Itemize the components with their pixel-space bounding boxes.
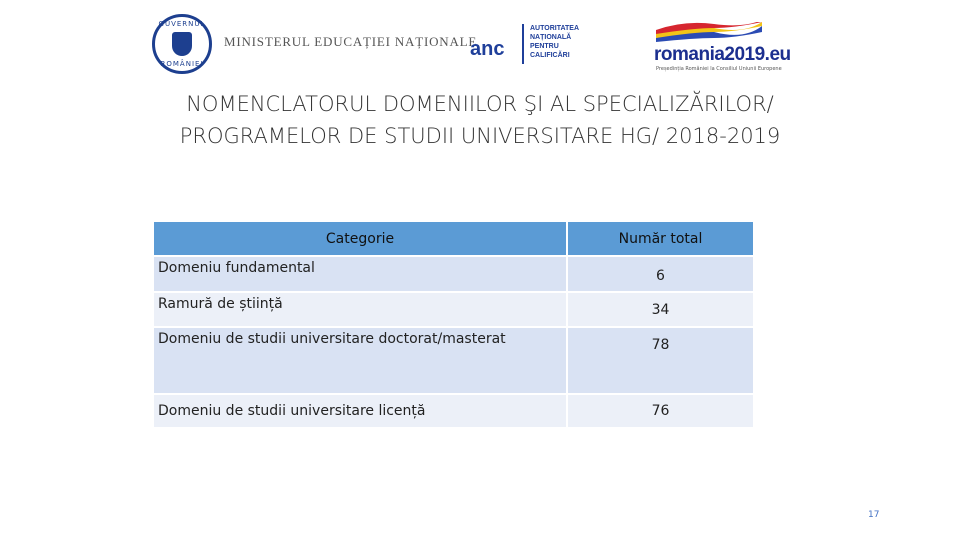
anc-text — [530, 24, 579, 60]
ministry-name: MINISTERUL EDUCAȚIEI NAȚIONALE — [224, 34, 478, 49]
row-value: 6 — [567, 256, 753, 292]
anc-line: CALIFICĂRI — [530, 52, 570, 59]
page-number: 17 — [868, 510, 880, 520]
title-line-1: NOMENCLATORUL DOMENIILOR ŞI AL SPECIALIZĂRILOR/ — [186, 92, 774, 116]
column-header-category: Categorie — [154, 222, 567, 256]
page-title — [100, 88, 860, 152]
seal-top-text: GUVERNUL — [158, 20, 206, 28]
column-header-total: Număr total — [567, 222, 753, 256]
table-row — [154, 292, 753, 327]
romania2019-logo — [648, 18, 791, 74]
row-label: Domeniu de studii universitare doctorat/masterat — [154, 327, 567, 394]
anc-line: NAȚIONALĂ — [530, 34, 572, 41]
anc-line: PENTRU — [530, 43, 559, 50]
romania2019-brand-text: romania2019.eu — [654, 44, 791, 65]
coat-of-arms-icon — [172, 32, 192, 56]
row-label: Domeniu fundamental — [154, 256, 567, 292]
row-label: Ramură de știință — [154, 292, 567, 327]
logo-strip — [0, 8, 960, 72]
row-value: 78 — [567, 327, 753, 394]
anc-divider — [522, 24, 524, 64]
row-value: 76 — [567, 394, 753, 427]
row-value: 34 — [567, 292, 753, 327]
anc-mark-text: anc — [470, 38, 505, 60]
table-row — [154, 394, 753, 427]
table-row — [154, 256, 753, 292]
seal-bottom-text: ROMÂNIEI — [160, 60, 204, 68]
table-row — [154, 327, 753, 394]
row-label: Domeniu de studii universitare licență — [154, 394, 567, 427]
romania2019-tagline: Președinția României la Consiliul Uniunii Europene — [656, 66, 782, 72]
flag-swoosh-icon — [654, 22, 764, 44]
title-line-2: PROGRAMELOR DE STUDII UNIVERSITARE HG/ 2018-2019 — [179, 124, 781, 148]
anc-logo — [470, 22, 580, 72]
anc-mark — [470, 38, 504, 61]
government-seal-logo — [152, 14, 212, 74]
nomenclature-table — [154, 222, 753, 427]
anc-line: AUTORITATEA — [530, 25, 579, 32]
table-header-row — [154, 222, 753, 256]
